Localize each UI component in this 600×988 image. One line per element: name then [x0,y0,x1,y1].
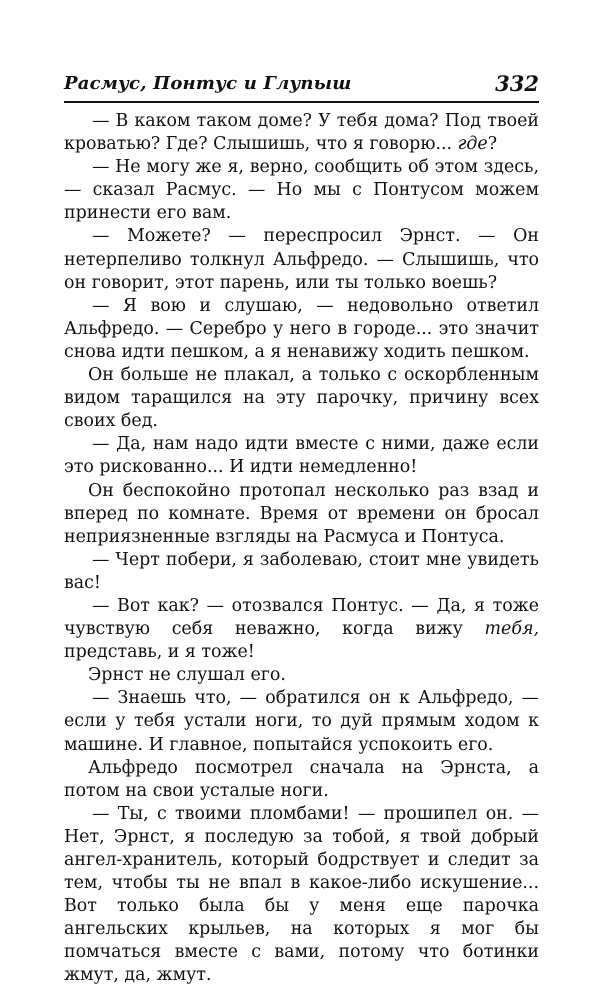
paragraph: — Черт побери, я заболеваю, стоит мне увидеть вас! [64,549,539,593]
paragraph: — Я вою и слушаю, — недовольно ответил Альфредо. — Серебро у него в городе... это значит снова идти пешком, а я ненавижу ходить пешком. [64,295,539,362]
paragraph: — Вот как? — отозвался Понтус. — Да, я тоже чувствую себя неважно, когда вижу тебя, представь, и я тоже! [64,595,539,663]
running-header [64,73,539,99]
paragraph: Эрнст не слушал его. [88,665,286,686]
header-rule [64,101,539,103]
paragraph: — В каком таком доме? У тебя дома? Под твоей кроватью? Где? Слышишь, что я говорю... где? [64,111,539,155]
header-title: Расмус, Понтус и Глупыш [64,73,352,94]
paragraph: Альфредо посмотрел сначала на Эрнста, а потом на свои усталые ноги. [64,757,539,801]
paragraph: Он беспокойно протопал несколько раз взад и вперед по комнате. Время от времени он бросал неприязненные взгляды на Расмуса и Понтуса. [64,480,539,547]
paragraph: — Ты, с твоими пломбами! — прошипел он. — Нет, Эрнст, я последую за тобой, я твой добрый ангел-хранитель, который бодрствует и следит за тем, чтобы ты не впал в какое-либо искушение... Вот только была бы у меня еще парочка ангельских крыльев, на которых я мог бы помчаться вместе с вами, потому что ботинки жмут, да, жмут. [64,803,539,986]
paragraph: — Да, нам надо идти вместе с ними, даже если это рискованно... И идти немедленно! [64,434,539,478]
paragraph: — Можете? — переспросил Эрнст. — Он нетерпеливо толкнул Альфредо. — Слышишь, что он говорит, этот парень, или ты только воешь? [64,226,539,293]
paragraph: — Знаешь что, — обратился он к Альфредо, — если у тебя устали ноги, то дуй прямым ходом к машине. И главное, попытайся успокоить его. [64,688,539,755]
paragraph: — Не могу же я, верно, сообщить об этом здесь, — сказал Расмус. — Но мы с Понтусом можем принести его вам. [64,157,539,224]
body-text [64,110,539,988]
paragraph: Он больше не плакал, а только с оскорбленным видом таращился на эту парочку, причину всех своих бед. [64,365,539,432]
page-number: 332 [495,71,539,96]
